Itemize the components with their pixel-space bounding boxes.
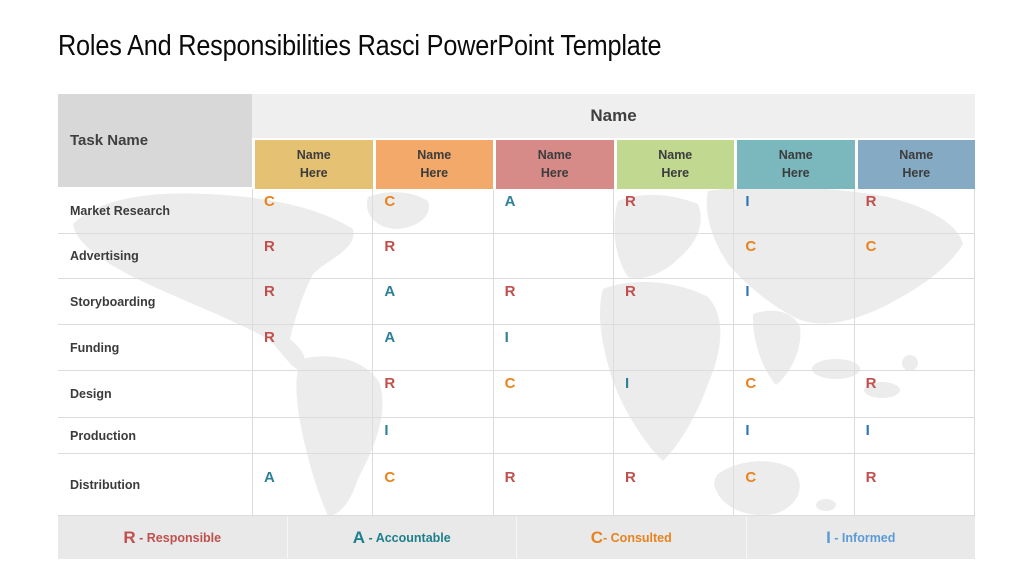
rasci-cell: C	[733, 454, 853, 515]
rasci-cell	[252, 418, 372, 453]
table-header	[58, 94, 975, 189]
rasci-cell: R	[613, 279, 733, 324]
rasci-cell: A	[372, 325, 492, 370]
task-name-header-cell: Task Name	[58, 94, 252, 187]
rasci-cell: A	[252, 454, 372, 515]
rasci-cell: R	[252, 279, 372, 324]
table-row	[58, 234, 975, 279]
legend-label: - Consulted	[603, 530, 672, 545]
rasci-cell	[493, 418, 613, 453]
table-row	[58, 189, 975, 234]
name-columns	[252, 140, 975, 189]
task-label: Market Research	[70, 204, 171, 218]
task-label: Advertising	[70, 249, 139, 263]
rasci-cell: R	[854, 454, 975, 515]
column-header-cell: Name Here	[858, 140, 976, 189]
rasci-cell: C	[252, 189, 372, 233]
table-body-rows	[58, 189, 975, 516]
table-body	[58, 189, 975, 516]
legend-item	[516, 516, 746, 559]
rasci-cell: R	[493, 279, 613, 324]
column-header-cell: Name Here	[737, 140, 855, 189]
rasci-cell: I	[733, 279, 853, 324]
rasci-cell: I	[372, 418, 492, 453]
rasci-cell: R	[854, 371, 975, 417]
table-row	[58, 371, 975, 418]
rasci-cell: R	[252, 325, 372, 370]
rasci-cell	[613, 234, 733, 278]
table-row	[58, 454, 975, 516]
legend-letter: I	[826, 527, 831, 547]
rasci-cell: C	[733, 234, 853, 278]
legend-label: - Responsible	[135, 530, 222, 545]
column-header-cell: Name Here	[376, 140, 494, 189]
rasci-cell	[733, 325, 853, 370]
legend	[58, 516, 975, 559]
rasci-cell: C	[854, 234, 975, 278]
rasci-cell: I	[854, 418, 975, 453]
name-header-group	[252, 94, 975, 189]
page-title: Roles And Responsibilities Rasci PowerPoint Template	[58, 30, 662, 62]
table-row	[58, 418, 975, 454]
rasci-cell: I	[613, 371, 733, 417]
legend-letter: A	[352, 527, 366, 547]
column-header-cell: Name Here	[255, 140, 373, 189]
rasci-cell: C	[493, 371, 613, 417]
table-row	[58, 279, 975, 325]
rasci-cell: R	[372, 234, 492, 278]
table-row	[58, 325, 975, 371]
task-label: Production	[70, 428, 136, 443]
rasci-cell: A	[372, 279, 492, 324]
legend-letter: C	[590, 527, 604, 547]
rasci-cell: R	[252, 234, 372, 278]
legend-letter: R	[123, 527, 136, 547]
rasci-cell: I	[733, 189, 853, 233]
rasci-cell: I	[733, 418, 853, 453]
legend-item	[287, 516, 517, 559]
legend-item	[746, 516, 976, 559]
rasci-cell	[613, 418, 733, 453]
rasci-matrix-table	[58, 94, 975, 559]
rasci-cell	[854, 279, 975, 324]
rasci-cell: R	[854, 189, 975, 233]
rasci-cell: I	[493, 325, 613, 370]
rasci-cell	[854, 325, 975, 370]
column-header-cell: Name Here	[617, 140, 735, 189]
name-group-header-cell: Name	[252, 94, 975, 138]
task-label: Funding	[70, 340, 120, 355]
rasci-cell: R	[493, 454, 613, 515]
legend-label: - Accountable	[365, 530, 451, 545]
rasci-cell	[252, 371, 372, 417]
rasci-cell: R	[372, 371, 492, 417]
rasci-cell: C	[372, 189, 492, 233]
task-label: Distribution	[70, 477, 141, 492]
column-header-cell: Name Here	[496, 140, 614, 189]
task-label: Storyboarding	[70, 294, 156, 309]
legend-item	[58, 516, 287, 559]
rasci-cell: A	[493, 189, 613, 233]
legend-label: - Informed	[830, 530, 896, 545]
rasci-cell: R	[613, 454, 733, 515]
rasci-cell	[493, 234, 613, 278]
rasci-cell: C	[733, 371, 853, 417]
rasci-cell: R	[613, 189, 733, 233]
task-label: Design	[70, 387, 112, 401]
rasci-cell: C	[372, 454, 492, 515]
rasci-cell	[613, 325, 733, 370]
